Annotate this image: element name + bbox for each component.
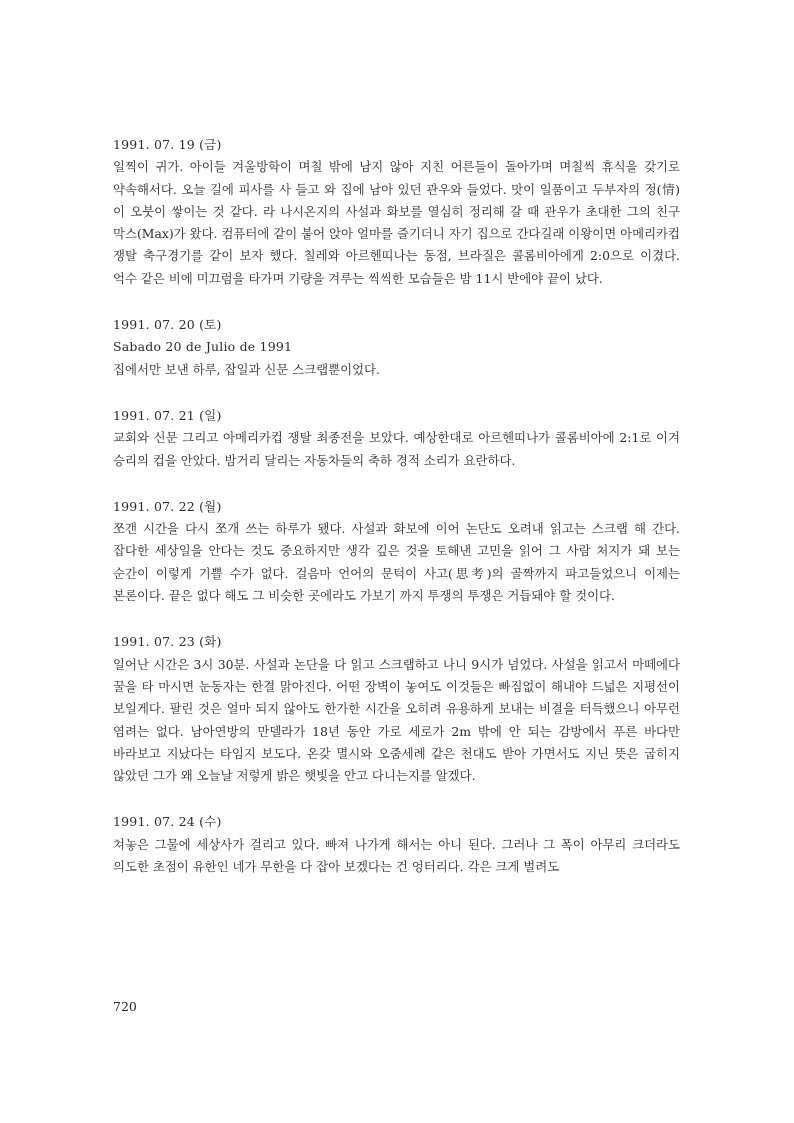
entry-date: 1991. 07. 21 (일) — [113, 407, 222, 423]
entry-text: 교회와 신문 그리고 아메리카컵 쟁탈 최종전을 보았다. 예상한대로 아르헨띠나가 콜롬비아에 2:1로 이겨 승리의 컵을 안았다. 밤거리 달리는 자동차들의 축하 경적 소리가 요란하다. — [113, 430, 680, 468]
entry-date: 1991. 07. 23 (화) — [113, 634, 222, 650]
diary-entry — [113, 134, 680, 290]
diary-page — [113, 134, 680, 902]
diary-entry — [113, 314, 680, 381]
diary-entry — [113, 405, 680, 472]
entry-subtitle: Sabado 20 de Julio de 1991 — [113, 339, 293, 355]
entry-text: 쪼갠 시간을 다시 쪼개 쓰는 하루가 됐다. 사설과 화보에 이어 논단도 오려내 읽고는 스크랩 해 간다. 잡다한 세상일을 안다는 것도 중요하지만 생각 깊은 것을 토해낸 고민을 읽어 그 사람 처지가 돼 보는 순간이 이렇게 기쁠 수가 없다. 걸음마 언어의 문턱이 사고(思考)의 골짝까지 파고들었으니 이제는 본론이다. 끝은 없다 해도 그 비슷한 곳에라도 가보기 까지 투쟁의 투쟁은 거듭돼야 할 것이다. — [113, 521, 680, 604]
page-number: 720 — [113, 999, 137, 1014]
diary-entry — [113, 811, 680, 878]
entry-date: 1991. 07. 19 (금) — [113, 137, 222, 152]
diary-entry — [113, 631, 680, 787]
entry-text: 쳐놓은 그물에 세상사가 걸리고 있다. 빠져 나가게 해서는 아니 된다. 그러나 그 폭이 아무리 크더라도 의도한 초점이 유한인 네가 무한을 다 잡아 보겠다는 건 엉터리다. 각은 크게 벌려도 — [113, 836, 680, 875]
diary-entry — [113, 496, 680, 607]
entry-text: 집에서만 보낸 하루, 잡일과 신문 스크랩뿐이었다. — [113, 361, 380, 377]
entry-date: 1991. 07. 24 (수) — [113, 814, 222, 830]
entry-text: 일어난 시간은 3시 30분. 사설과 논단을 다 읽고 스크랩하고 나니 9시가 넘었다. 사설을 읽고서 마떼에다 꿀을 타 마시면 눈동자는 한결 맑아진다. 어떤 장벽이 놓여도 이것들은 빠짐없이 해내야 드넓은 지평선이 보일게다. 팔린 것은 얼마 되지 않아도 한가한 시간을 오히려 유용하게 보내는 비결을 터득했으니 아무런 염려는 없다. 남아연방의 만델라가 18년 동안 가로 세로가 2m 밖에 안 되는 감방에서 푸른 바다만 바라보고 지났다는 타임지 보도다. 온갖 멸시와 오줌세례 같은 천대도 받아 가면서도 지닌 뜻은 굽히지 않았던 그가 왜 오늘날 저렇게 밝은 햇빛을 안고 다니는지를 알겠다. — [113, 656, 680, 784]
entry-text: 일찍이 귀가. 아이들 겨울방학이 며칠 밖에 남지 않아 지친 어른들이 돌아가며 며칠씩 휴식을 갖기로 약속해서다. 오늘 길에 피사를 사 들고 와 집에 남아 있던 관우와 들었다. 맛이 일품이고 두부자의 정(情)이 오붓이 쌓이는 것 같다. 라 나시온지의 사설과 화보를 열심히 정리해 갈 때 관우가 초대한 그의 친구 막스(Max)가 왔다. 컴퓨터에 같이 붙어 앉아 얼마를 즐기더니 자기 집으로 간다길래 이왕이면 아메리카컵 쟁탈 축구경기를 같이 보자 했다. 칠레와 아르헨띠나는 동점, 브라질은 콜롬비아에게 2:0으로 이겼다. 억수 같은 비에 미끄럼을 타가며 기량을 겨루는 씩씩한 모습들은 밤 11시 반에야 끝이 났다. — [113, 159, 680, 286]
entry-date: 1991. 07. 22 (월) — [113, 498, 222, 514]
entry-date: 1991. 07. 20 (토) — [113, 317, 222, 333]
